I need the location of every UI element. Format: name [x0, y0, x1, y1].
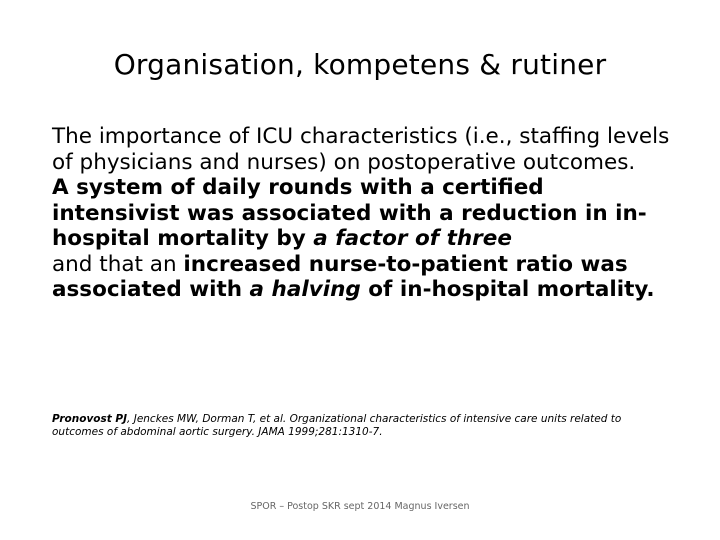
nurse-ratio-text: increased nurse-to-patient ratio was associated with [52, 251, 628, 302]
halving-text: a halving [249, 277, 361, 302]
body-paragraph-1: The importance of ICU characteristics (i.e., staffing levels of physicians and nurses) on postoperative outcomes. [52, 124, 670, 175]
slide-footer: SPOR – Postop SKR sept 2014 Magnus Iversen [250, 501, 470, 512]
factor-of-three-text: a factor of three [313, 226, 512, 251]
slide-title: Organisation, kompetens & rutiner [113, 48, 607, 81]
reference-text: , Jenckes MW, Dorman T, et al. Organizational characteristics of intensive care units related to outcomes of abdominal aortic surgery. JAMA 1999;281:1310-7. [52, 413, 622, 438]
body-paragraph-3 [52, 252, 672, 303]
daily-rounds-text: A system of daily rounds with a certified intensivist was associated with a reduction in in-hospital mortality by [52, 175, 647, 251]
mortality-text: of in-hospital mortality. [360, 277, 655, 302]
reference-citation [52, 413, 672, 439]
body-paragraph-2 [52, 175, 672, 252]
reference-author: Pronovost PJ [52, 413, 128, 425]
slide-body [52, 124, 672, 303]
and-that-text: and that an [52, 251, 184, 277]
